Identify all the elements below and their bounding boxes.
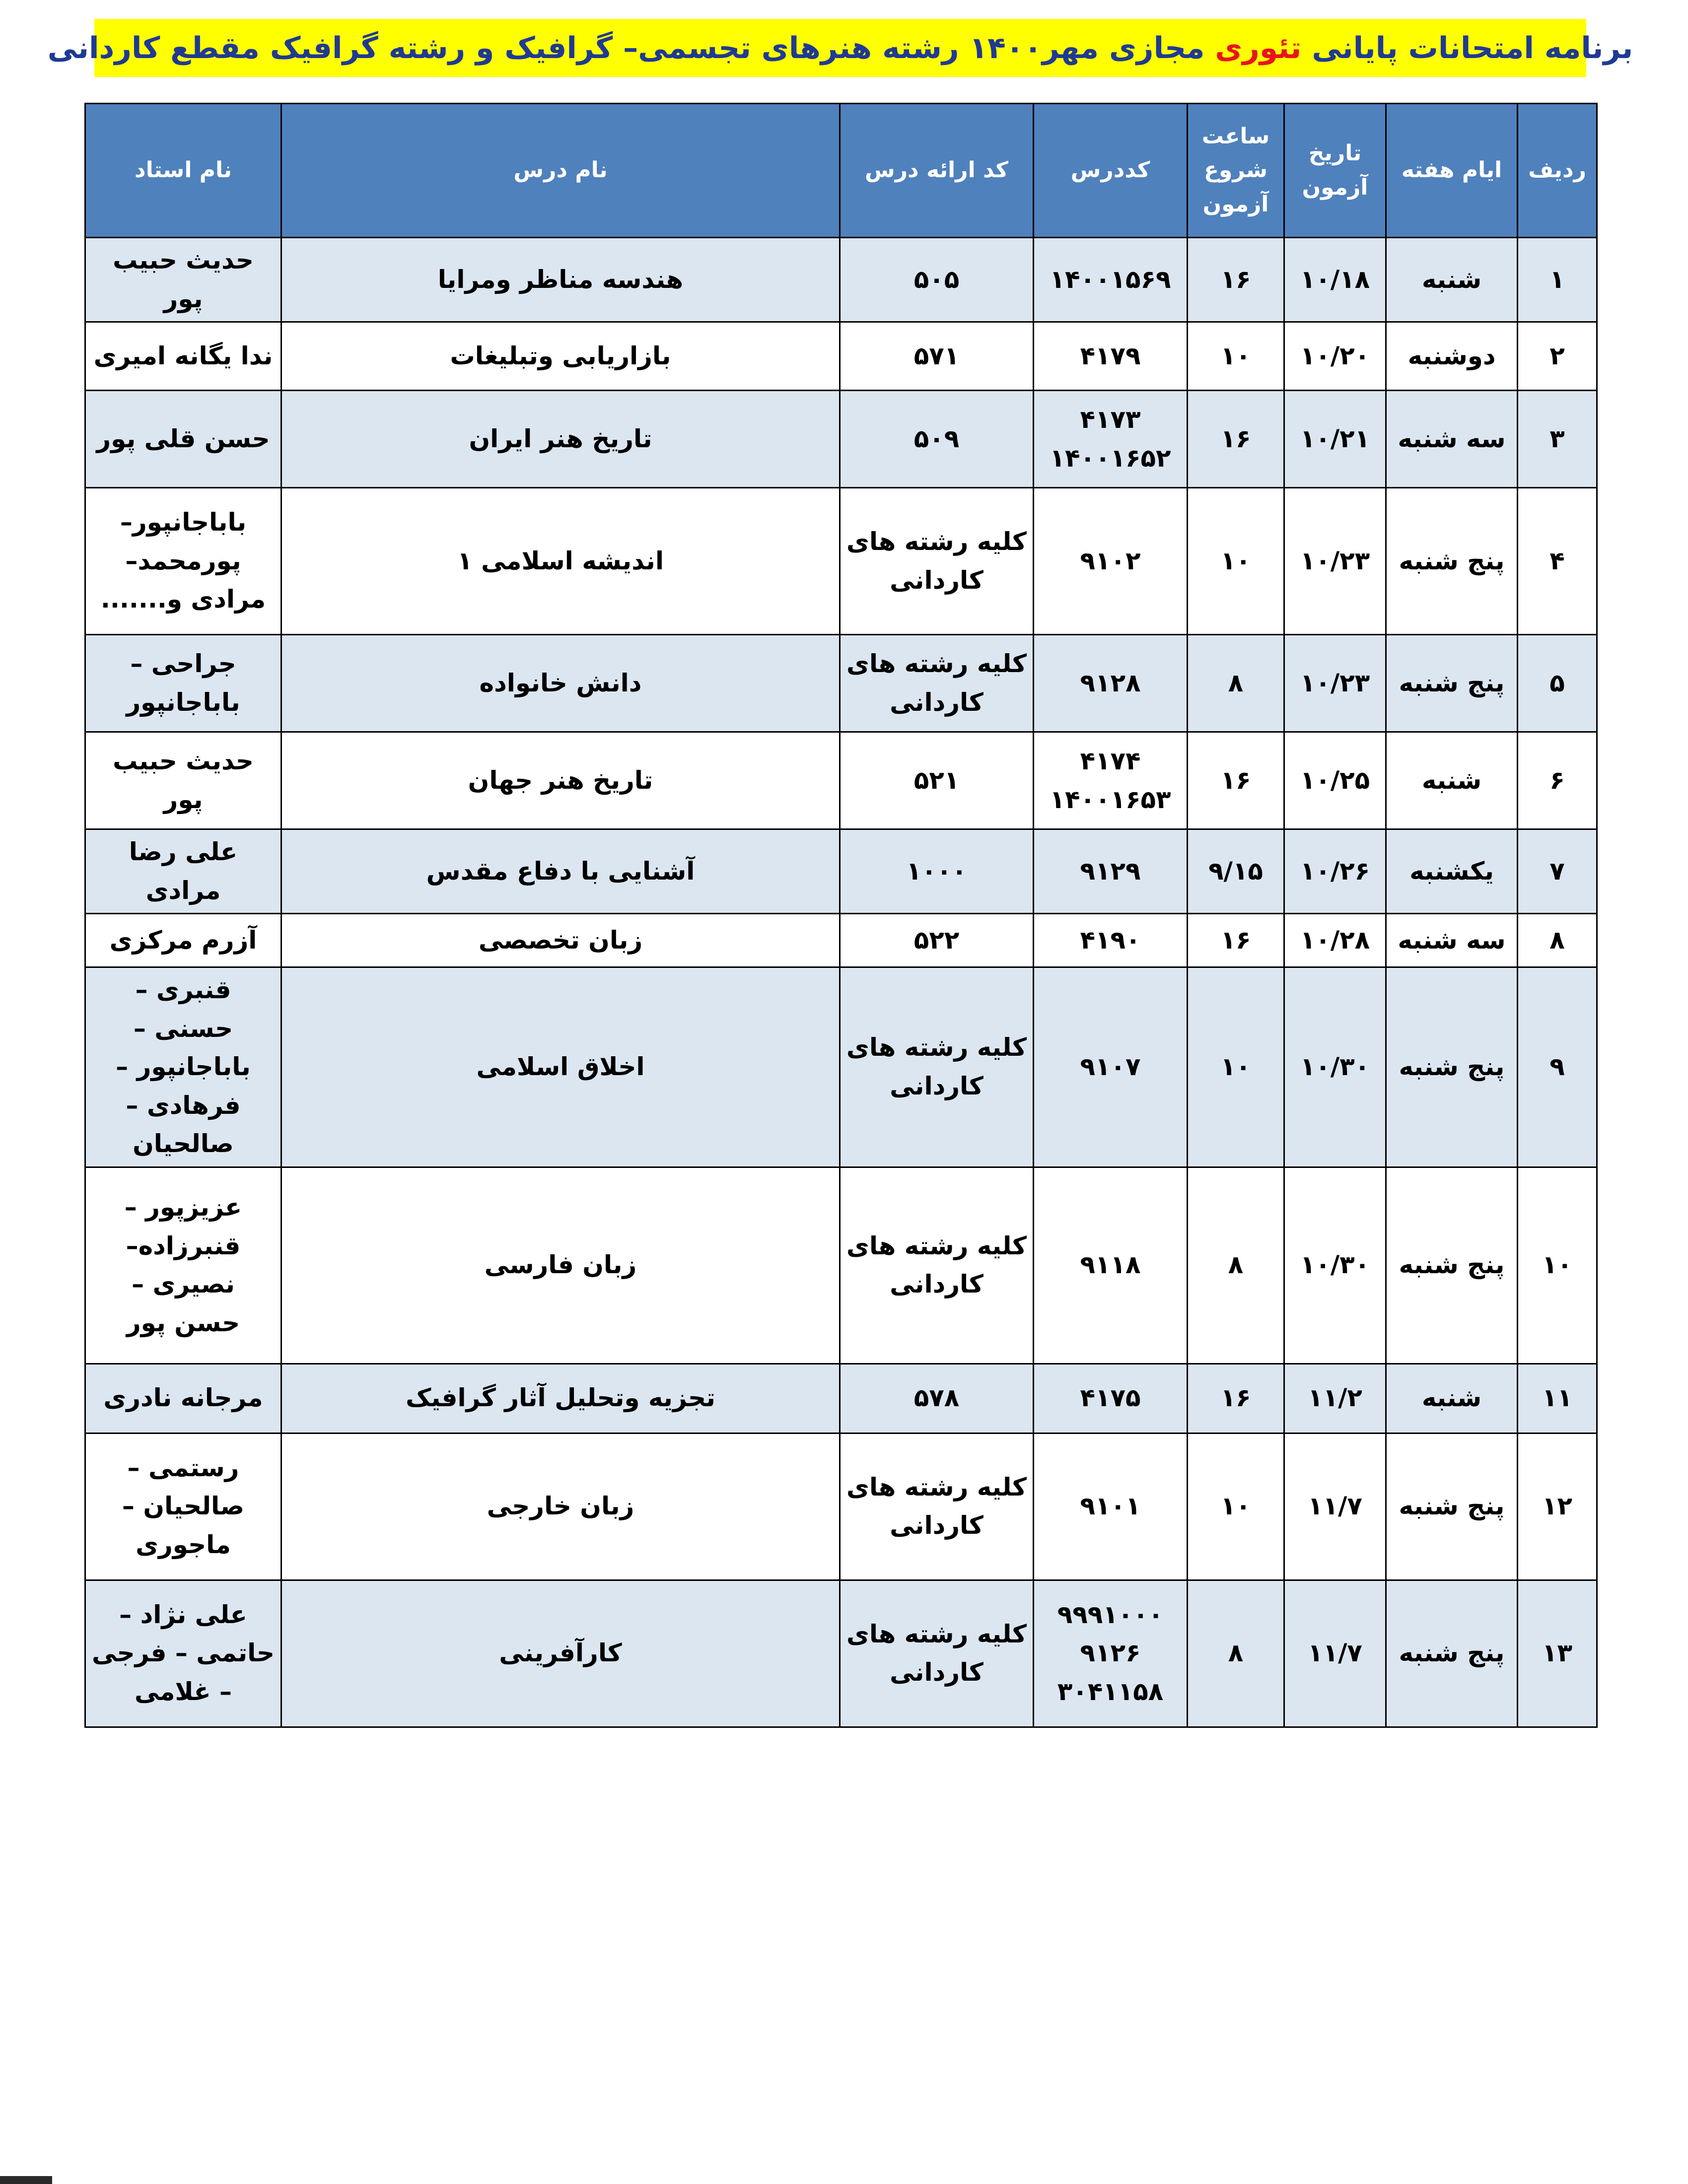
cell-day: شنبه <box>1386 238 1518 322</box>
cell-offer-code <box>840 635 1034 732</box>
cell-course-code-line: ۹۱۰۷ <box>1080 1052 1141 1081</box>
cell-date: ۱۰/۲۱ <box>1284 391 1386 488</box>
cell-course-code-line: ۹۱۲۶ <box>1080 1638 1141 1668</box>
cell-time: ۱۶ <box>1188 1364 1284 1433</box>
cell-offer-code-line: ۵۰۵ <box>914 265 960 294</box>
cell-course-code <box>1034 238 1188 322</box>
cell-row-number: ۳ <box>1518 391 1597 488</box>
cell-professor-line: صالحیان <box>133 1129 234 1158</box>
cell-day: شنبه <box>1386 732 1518 829</box>
table-row <box>85 238 1597 322</box>
cell-professor-line: صالحیان – <box>122 1492 245 1521</box>
cell-professor-line: آزرم مرکزی <box>109 925 257 955</box>
cell-time: ۱۰ <box>1188 967 1284 1167</box>
cell-professor-line: ندا یگانه امیری <box>93 341 273 370</box>
cell-offer-code <box>840 1580 1034 1727</box>
cell-course-code <box>1034 967 1188 1167</box>
cell-course-name: زبان تخصصی <box>281 914 840 967</box>
cell-row-number: ۱۰ <box>1518 1167 1597 1364</box>
table-row <box>85 1364 1597 1433</box>
cell-course-name: بازاریابی وتبلیغات <box>281 322 840 391</box>
cell-day: سه شنبه <box>1386 391 1518 488</box>
header-row-number: ردیف <box>1518 104 1597 238</box>
cell-professor <box>85 322 281 391</box>
title-highlight: تئوری <box>1215 30 1302 66</box>
cell-day: پنج شنبه <box>1386 1167 1518 1364</box>
cell-course-name: اندیشه اسلامی ۱ <box>281 488 840 635</box>
cell-offer-code-line: کاردانی <box>890 565 984 595</box>
exam-schedule-table <box>84 103 1598 1728</box>
cell-time: ۱۶ <box>1188 732 1284 829</box>
cell-offer-code <box>840 732 1034 829</box>
cell-professor-line: مرادی و....... <box>100 585 266 614</box>
cell-professor-line: قنبرزاده– <box>126 1231 241 1260</box>
cell-course-code-line: ۱۴۰۰۱۶۵۲ <box>1050 443 1171 473</box>
cell-offer-code-line: کلیه رشته های <box>846 1033 1027 1062</box>
cell-offer-code-line: کاردانی <box>890 1658 984 1687</box>
cell-course-code-line: ۹۱۱۸ <box>1080 1250 1141 1280</box>
cell-professor-line: باباجانپور – <box>116 1052 251 1081</box>
cell-day: پنج شنبه <box>1386 488 1518 635</box>
header-time-line: ساعت <box>1201 124 1270 149</box>
cell-professor-line: فرهادی – <box>126 1091 241 1120</box>
cell-professor-line: عزیزپور – <box>124 1193 242 1222</box>
table-row <box>85 914 1597 967</box>
cell-course-code-line: ۹۱۲۹ <box>1080 856 1141 886</box>
cell-time: ۱۰ <box>1188 488 1284 635</box>
cell-day: پنج شنبه <box>1386 635 1518 732</box>
cell-professor <box>85 238 281 322</box>
cell-course-code-line: ۴۱۹۰ <box>1080 925 1141 955</box>
cell-offer-code-line: کاردانی <box>890 1071 984 1100</box>
footer-watermark-strip <box>0 2176 52 2184</box>
cell-professor <box>85 732 281 829</box>
cell-time: ۸ <box>1188 1580 1284 1727</box>
cell-course-code <box>1034 391 1188 488</box>
cell-date: ۱۰/۲۶ <box>1284 829 1386 914</box>
cell-professor-line: مرجانه نادری <box>103 1383 263 1413</box>
cell-date: ۱۰/۲۰ <box>1284 322 1386 391</box>
cell-course-name: هندسه مناظر ومرایا <box>281 238 840 322</box>
cell-offer-code-line: کاردانی <box>890 1511 984 1540</box>
cell-day: پنج شنبه <box>1386 967 1518 1167</box>
cell-course-code-line: ۴۱۷۳ <box>1080 405 1141 434</box>
header-time-line: شروع <box>1203 157 1268 183</box>
cell-offer-code <box>840 238 1034 322</box>
cell-row-number: ۶ <box>1518 732 1597 829</box>
header-time <box>1188 104 1284 238</box>
cell-offer-code-line: کلیه رشته های <box>846 649 1027 678</box>
cell-professor <box>85 829 281 914</box>
cell-professor-line: حسن قلی پور <box>96 424 270 453</box>
cell-professor <box>85 914 281 967</box>
cell-course-code <box>1034 488 1188 635</box>
header-date <box>1284 104 1386 238</box>
cell-offer-code <box>840 391 1034 488</box>
header-time-line: آزمون <box>1202 191 1269 217</box>
cell-day: دوشنبه <box>1386 322 1518 391</box>
cell-course-name: آشنایی با دفاع مقدس <box>281 829 840 914</box>
table-row <box>85 967 1597 1167</box>
cell-offer-code-line: ۵۰۹ <box>914 424 960 453</box>
cell-professor <box>85 1364 281 1433</box>
title-part-2: مجازی مهر۱۴۰۰ رشته هنرهای تجسمی– گرافیک و رشته گرافیک مقطع کاردانی <box>47 30 1205 66</box>
cell-course-code-line: ۹۹۹۱۰۰۰ <box>1057 1600 1164 1629</box>
cell-professor-line: علی نژاد – <box>119 1600 247 1629</box>
cell-course-code <box>1034 1364 1188 1433</box>
cell-date: ۱۱/۷ <box>1284 1580 1386 1727</box>
cell-time: ۱۰ <box>1188 322 1284 391</box>
cell-course-code-line: ۳۰۴۱۱۵۸ <box>1057 1677 1164 1706</box>
cell-professor <box>85 1167 281 1364</box>
cell-date: ۱۰/۳۰ <box>1284 1167 1386 1364</box>
cell-date: ۱۰/۲۳ <box>1284 488 1386 635</box>
cell-offer-code-line: کلیه رشته های <box>846 1472 1027 1502</box>
cell-course-name: زبان خارجی <box>281 1433 840 1580</box>
table-row <box>85 635 1597 732</box>
cell-offer-code <box>840 914 1034 967</box>
cell-professor-line: رستمی – <box>127 1453 239 1482</box>
cell-course-code <box>1034 635 1188 732</box>
cell-professor-line: حدیث حبیب پور <box>113 246 254 313</box>
cell-row-number: ۱۳ <box>1518 1580 1597 1727</box>
page-title <box>47 19 1633 77</box>
header-date-line: تاریخ <box>1308 140 1362 166</box>
cell-professor <box>85 967 281 1167</box>
cell-offer-code <box>840 829 1034 914</box>
cell-row-number: ۲ <box>1518 322 1597 391</box>
cell-course-code-line: ۱۴۰۰۱۶۵۳ <box>1050 785 1171 814</box>
cell-offer-code <box>840 322 1034 391</box>
cell-course-name: زبان فارسی <box>281 1167 840 1364</box>
cell-offer-code-line: کاردانی <box>890 1270 984 1298</box>
table-row <box>85 1580 1597 1727</box>
cell-course-code-line: ۴۱۷۴ <box>1080 747 1141 775</box>
cell-course-code <box>1034 732 1188 829</box>
cell-professor-line: قنبری – حسنی – <box>133 975 233 1043</box>
header-day: ایام هفته <box>1386 104 1518 238</box>
cell-course-code <box>1034 1433 1188 1580</box>
cell-professor-line: – غلامی <box>134 1677 232 1706</box>
cell-row-number: ۸ <box>1518 914 1597 967</box>
cell-professor <box>85 488 281 635</box>
header-date-line: آزمون <box>1302 174 1368 200</box>
cell-professor-line: حدیث حبیب پور <box>113 747 254 814</box>
header-course-code: کددرس <box>1034 104 1188 238</box>
cell-course-code <box>1034 1167 1188 1364</box>
cell-time: ۹/۱۵ <box>1188 829 1284 914</box>
cell-date: ۱۰/۲۳ <box>1284 635 1386 732</box>
cell-offer-code-line: کلیه رشته های <box>846 1619 1027 1648</box>
cell-course-name: دانش خانواده <box>281 635 840 732</box>
cell-course-code-line: ۴۱۷۹ <box>1080 341 1141 370</box>
table-row <box>85 732 1597 829</box>
cell-date: ۱۰/۲۸ <box>1284 914 1386 967</box>
title-part-1: برنامه امتحانات پایانی <box>1312 30 1633 66</box>
cell-date: ۱۰/۱۸ <box>1284 238 1386 322</box>
cell-date: ۱۰/۲۵ <box>1284 732 1386 829</box>
cell-row-number: ۱۲ <box>1518 1433 1597 1580</box>
cell-professor-line: علی رضا مرادی <box>129 837 238 905</box>
cell-row-number: ۴ <box>1518 488 1597 635</box>
cell-offer-code-line: کاردانی <box>890 687 984 717</box>
cell-date: ۱۰/۳۰ <box>1284 967 1386 1167</box>
table-body <box>85 238 1597 1727</box>
cell-offer-code-line: کلیه رشته های <box>846 527 1027 556</box>
cell-course-name: کارآفرینی <box>281 1580 840 1727</box>
cell-offer-code <box>840 1364 1034 1433</box>
cell-course-name: تاریخ هنر ایران <box>281 391 840 488</box>
cell-course-name: تجزیه وتحلیل آثار گرافیک <box>281 1364 840 1433</box>
cell-time: ۸ <box>1188 635 1284 732</box>
cell-professor-line: نصیری – <box>132 1270 235 1298</box>
cell-time: ۱۰ <box>1188 1433 1284 1580</box>
cell-offer-code-line: ۵۷۱ <box>914 341 960 370</box>
cell-professor <box>85 1433 281 1580</box>
cell-course-code-line: ۱۴۰۰۱۵۶۹ <box>1050 265 1171 294</box>
table-header-row <box>85 104 1597 238</box>
cell-professor-line: باباجانپور <box>126 687 240 717</box>
header-offer-code: کد ارائه درس <box>840 104 1034 238</box>
cell-date: ۱۱/۲ <box>1284 1364 1386 1433</box>
cell-offer-code <box>840 488 1034 635</box>
cell-course-code <box>1034 322 1188 391</box>
table-row <box>85 1433 1597 1580</box>
cell-row-number: ۵ <box>1518 635 1597 732</box>
cell-professor-line: باباجانپور– <box>120 508 247 537</box>
cell-day: یکشنبه <box>1386 829 1518 914</box>
cell-course-code-line: ۹۱۲۸ <box>1080 668 1141 697</box>
cell-professor <box>85 391 281 488</box>
cell-offer-code-line: ۵۲۲ <box>914 925 960 955</box>
table-row <box>85 322 1597 391</box>
cell-date: ۱۱/۷ <box>1284 1433 1386 1580</box>
cell-row-number: ۱ <box>1518 238 1597 322</box>
cell-professor <box>85 635 281 732</box>
cell-professor-line: ماجوری <box>136 1530 231 1559</box>
cell-offer-code-line: کلیه رشته های <box>846 1231 1027 1260</box>
cell-offer-code <box>840 1167 1034 1364</box>
table-row <box>85 391 1597 488</box>
cell-time: ۱۶ <box>1188 238 1284 322</box>
cell-time: ۱۶ <box>1188 914 1284 967</box>
cell-course-code <box>1034 829 1188 914</box>
cell-course-code-line: ۹۱۰۱ <box>1080 1492 1141 1521</box>
cell-day: پنج شنبه <box>1386 1433 1518 1580</box>
cell-offer-code-line: ۵۲۱ <box>914 765 960 795</box>
cell-professor-line: حاتمی – فرجی <box>92 1638 275 1668</box>
table-row <box>85 1167 1597 1364</box>
table-row <box>85 829 1597 914</box>
cell-course-code <box>1034 914 1188 967</box>
cell-time: ۸ <box>1188 1167 1284 1364</box>
cell-offer-code-line: ۱۰۰۰ <box>906 856 967 886</box>
cell-day: سه شنبه <box>1386 914 1518 967</box>
cell-time: ۱۶ <box>1188 391 1284 488</box>
header-course-name: نام درس <box>281 104 840 238</box>
cell-offer-code <box>840 967 1034 1167</box>
cell-professor-line: حسن پور <box>126 1308 240 1337</box>
cell-offer-code <box>840 1433 1034 1580</box>
cell-professor-line: جراحی – <box>130 649 236 678</box>
cell-row-number: ۹ <box>1518 967 1597 1167</box>
cell-professor <box>85 1580 281 1727</box>
cell-offer-code-line: ۵۷۸ <box>914 1383 960 1413</box>
cell-day: شنبه <box>1386 1364 1518 1433</box>
cell-row-number: ۷ <box>1518 829 1597 914</box>
header-professor: نام استاد <box>85 104 281 238</box>
cell-course-code-line: ۹۱۰۲ <box>1080 546 1141 575</box>
table-row <box>85 488 1597 635</box>
cell-course-code <box>1034 1580 1188 1727</box>
cell-course-name: تاریخ هنر جهان <box>281 732 840 829</box>
cell-professor-line: پورمحمد– <box>125 546 241 575</box>
cell-course-code-line: ۴۱۷۵ <box>1080 1383 1141 1413</box>
cell-row-number: ۱۱ <box>1518 1364 1597 1433</box>
cell-course-name: اخلاق اسلامی <box>281 967 840 1167</box>
cell-day: پنج شنبه <box>1386 1580 1518 1727</box>
